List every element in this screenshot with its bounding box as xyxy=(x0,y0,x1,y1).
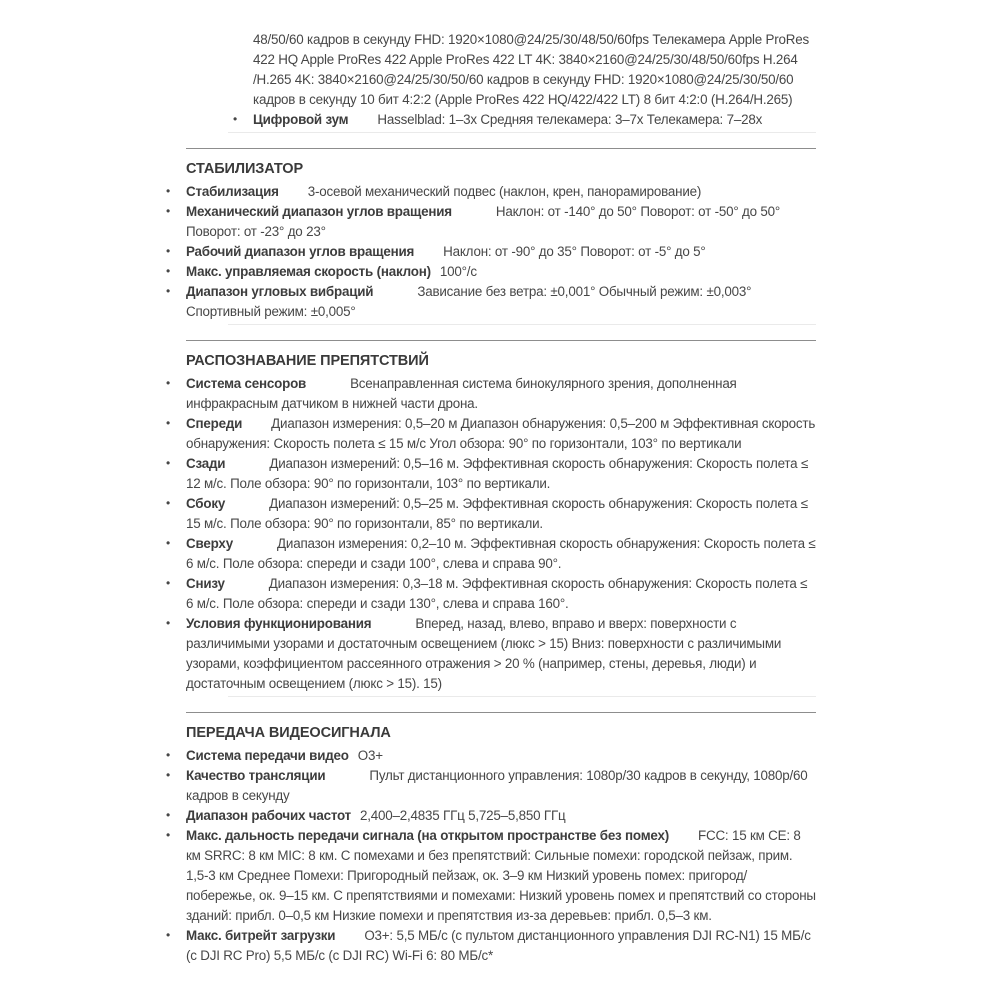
spec-item xyxy=(166,454,816,494)
spec-value: Зависание без ветра: ±0,001° Обычный режим: ±0,003° Спортивный режим: ±0,005° xyxy=(186,284,752,319)
bullet-icon: • xyxy=(166,204,171,218)
section-title-obstacle-sensing: РАСПОЗНАВАНИЕ ПРЕПЯТСТВИЙ xyxy=(186,353,429,369)
spec-value: 3-осевой механический подвес (наклон, крен, панорамирование) xyxy=(307,184,702,199)
spec-item xyxy=(166,242,816,262)
bullet-icon: • xyxy=(166,244,171,258)
bullet-icon: • xyxy=(166,264,171,278)
spec-value: Диапазон измерений: 0,5–16 м. Эффективная скорость обнаружения: Скорость полета ≤ 12 м/с. Поле обзора: 90° по горизонтали, 103° по вертикали. xyxy=(186,456,809,491)
spec-term: Сверху xyxy=(186,536,234,551)
bullet-icon: • xyxy=(166,616,171,630)
spec-value: Вперед, назад, влево, вправо и вверх: поверхности с различимыми узорами и достаточным освещением (люкс > 15) Вниз: поверхности с различимыми узорами, коэффициентом рассеянного отражения > 20 % (например, стены, деревья, люди) и достаточным освещением (люкс > 15). 15) xyxy=(186,616,782,691)
spec-item xyxy=(166,262,816,282)
spec-value: Диапазон измерения: 0,2–10 м. Эффективная скорость обнаружения: Скорость полета ≤ 6 м/с. Поле обзора: спереди и сзади 100°, слева и справа 90°. xyxy=(186,536,816,571)
spec-term: Сзади xyxy=(186,456,226,471)
bullet-icon: • xyxy=(166,768,171,782)
intro-block xyxy=(233,30,816,130)
bullet-icon: • xyxy=(166,748,171,762)
spec-item xyxy=(166,494,816,534)
bullet-icon: • xyxy=(166,536,171,550)
spec-term: Система передачи видео xyxy=(186,748,349,763)
bullet-icon: • xyxy=(166,184,171,198)
spec-value: Hasselblad: 1–3x Средняя телекамера: 3–7x Телекамера: 7–28x xyxy=(377,112,763,127)
bullet-icon: • xyxy=(233,112,238,126)
bullet-icon: • xyxy=(166,496,171,510)
spec-list xyxy=(166,746,816,966)
row-divider xyxy=(228,324,816,325)
spec-list xyxy=(166,182,816,322)
spec-value: Всенаправленная система бинокулярного зрения, дополненная инфракрасным датчиком в нижней части дрона. xyxy=(186,376,737,411)
intro-paragraph: 48/50/60 кадров в секунду FHD: 1920×1080@24/25/30/48/50/60fps Телекамера Apple ProRes 422 HQ Apple ProRes 422 Apple ProRes 422 LT 4K: 3840×2160@24/25/30/48/50/60fps H.264 /H.265 4K: 3840×2160@24/25/30/50/60 кадров в секунду FHD: 1920×1080@24/25/30/50/60 кадров в секунду 10 бит 4:2:2 (Apple ProRes 422 HQ/422/422 LT) 8 бит 4:2:0 (H.264/H.265) xyxy=(253,32,809,107)
section-rule xyxy=(186,148,816,149)
spec-term: Рабочий диапазон углов вращения xyxy=(186,244,415,259)
spec-item xyxy=(166,182,816,202)
spec-term: Цифровой зум xyxy=(253,112,349,127)
spec-value: Диапазон измерений: 0,5–25 м. Эффективная скорость обнаружения: Скорость полета ≤ 15 м/с. Поле обзора: 90° по горизонтали, 85° по вертикали. xyxy=(186,496,808,531)
spec-term: Снизу xyxy=(186,576,225,591)
spec-item xyxy=(166,806,816,826)
bullet-icon: • xyxy=(166,416,171,430)
spec-item xyxy=(166,534,816,574)
spec-term: Условия функционирования xyxy=(186,616,372,631)
spec-value: Наклон: от -140° до 50° Поворот: от -50° до 50° Поворот: от -23° до 23° xyxy=(186,204,781,239)
spec-value: Пульт дистанционного управления: 1080p/30 кадров в секунду, 1080p/60 кадров в секунду xyxy=(186,768,808,803)
spec-value: Диапазон измерения: 0,3–18 м. Эффективная скорость обнаружения: Скорость полета ≤ 6 м/с. Поле обзора: спереди и сзади 130°, слева и справа 160°. xyxy=(186,576,808,611)
spec-value: O3+: 5,5 МБ/с (с пультом дистанционного управления DJI RC-N1) 15 МБ/с (с DJI RC Pro) 5,5 МБ/с (с DJI RC) Wi-Fi 6: 80 МБ/с* xyxy=(186,928,811,963)
spec-term: Система сенсоров xyxy=(186,376,307,391)
spec-item xyxy=(166,574,816,614)
spec-item xyxy=(166,414,816,454)
spec-item xyxy=(233,110,816,130)
spec-term: Механический диапазон углов вращения xyxy=(186,204,452,219)
spec-term: Макс. дальность передачи сигнала (на открытом пространстве без помех) xyxy=(186,828,670,843)
spec-term: Макс. управляемая скорость (наклон) xyxy=(186,264,431,279)
spec-value: 2,400–2,4835 ГГц 5,725–5,850 ГГц xyxy=(360,808,566,823)
bullet-icon: • xyxy=(166,928,171,942)
bullet-icon: • xyxy=(166,828,171,842)
spec-item xyxy=(166,614,816,694)
spec-value: Диапазон измерения: 0,5–20 м Диапазон обнаружения: 0,5–200 м Эффективная скорость обнаружения: Скорость полета ≤ 15 м/с Угол обзора: 90° по горизонтали, 103° по вертикали xyxy=(186,416,816,451)
bullet-icon: • xyxy=(166,456,171,470)
row-divider xyxy=(228,696,816,697)
spec-value: O3+ xyxy=(357,748,383,763)
bullet-icon: • xyxy=(166,284,171,298)
spec-item xyxy=(166,926,816,966)
bullet-icon: • xyxy=(166,376,171,390)
section-title-stabilizer: СТАБИЛИЗАТОР xyxy=(186,161,304,177)
section-title-video-transmission: ПЕРЕДАЧА ВИДЕОСИГНАЛА xyxy=(186,725,391,741)
section-rule xyxy=(186,340,816,341)
spec-term: Спереди xyxy=(186,416,243,431)
section-rule xyxy=(186,712,816,713)
row-divider xyxy=(228,132,816,133)
spec-term: Качество трансляции xyxy=(186,768,326,783)
spec-term: Макс. битрейт загрузки xyxy=(186,928,336,943)
spec-value: FCC: 15 км CE: 8 км SRRC: 8 км MIC: 8 км. С помехами и без препятствий: Сильные помехи: городской пейзаж, прим. 1,5-3 км Среднее Помехи: Пригородный пейзаж, ок. 3–9 км Низкий уровень помех: пригород/побережье, ок. 9–15 км. С препятствиями и помехами: Низкий уровень помех и препятствий со стороны зданий: прибл. 0–0,5 км Низкие помехи и препятствия из-за деревьев: прибл. 0,5–3 км. xyxy=(186,828,816,923)
spec-item xyxy=(166,766,816,806)
spec-value: 100°/с xyxy=(439,264,477,279)
spec-item xyxy=(166,374,816,414)
spec-term: Сбоку xyxy=(186,496,226,511)
spec-term: Стабилизация xyxy=(186,184,279,199)
bullet-icon: • xyxy=(166,808,171,822)
spec-item xyxy=(166,202,816,242)
spec-item xyxy=(166,282,816,322)
spec-item xyxy=(166,746,816,766)
spec-term: Диапазон угловых вибраций xyxy=(186,284,374,299)
spec-list xyxy=(166,374,816,694)
spec-value: Наклон: от -90° до 35° Поворот: от -5° до 5° xyxy=(443,244,706,259)
spec-term: Диапазон рабочих частот xyxy=(186,808,351,823)
spec-item xyxy=(166,826,816,926)
bullet-icon: • xyxy=(166,576,171,590)
